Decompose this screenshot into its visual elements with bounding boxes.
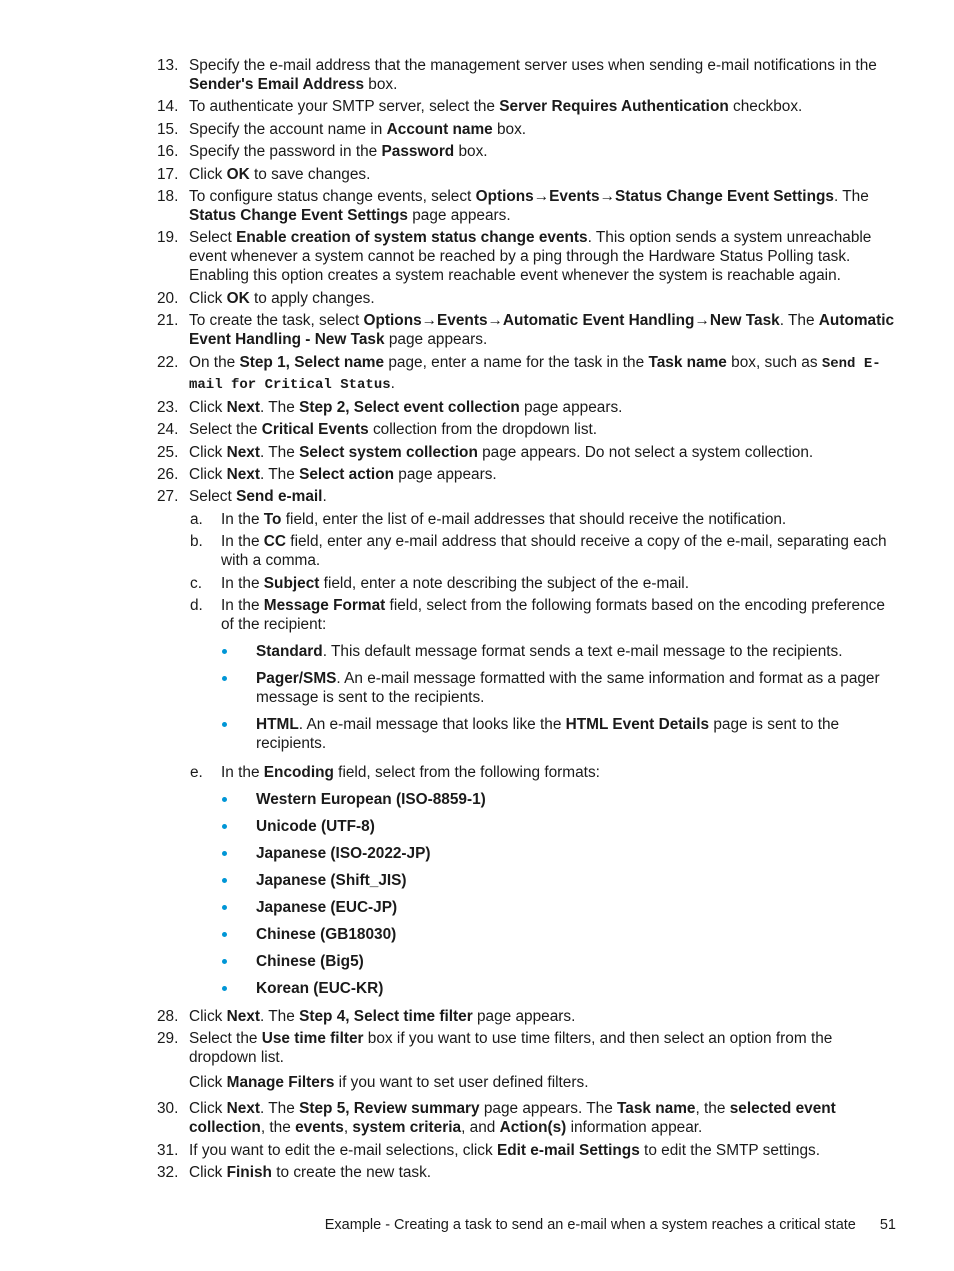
- page-content: [0, 56, 954, 1186]
- step-29-note: Click Manage Filters if you want to set user defined filters.: [189, 1074, 589, 1092]
- format-item-html: HTML. An e-mail message that looks like the HTML Event Details page is sent to the recipients.: [0, 715, 954, 753]
- encoding-item: Chinese (GB18030): [0, 925, 954, 944]
- step-32: 32. Click Finish to create the new task.: [157, 1164, 432, 1182]
- step-16: 16. Specify the password in the Password box.: [157, 143, 488, 161]
- format-item-pager: Pager/SMS. An e-mail message formatted with the same information and format as a pager message is sent to the recipients.: [0, 669, 954, 707]
- substep-c: c. In the Subject field, enter a note describing the subject of the e-mail.: [190, 574, 689, 592]
- step-19: 19. Select Enable creation of system status change events. This option sends a system unreachable event whenever a system cannot be reached by a ping through the Hardware Status Polling task. Enabling this option creates a system reachable event whenever the system is reachable again.: [157, 229, 872, 285]
- footer-title: Example - Creating a task to send an e-mail when a system reaches a critical state: [324, 1217, 856, 1233]
- encoding-item: Korean (EUC-KR): [0, 979, 954, 998]
- step-26: 26. Click Next. The Select action page appears.: [157, 466, 497, 484]
- step-21: 21. To create the task, select Options→Events→Automatic Event Handling→New Task. The Automatic Event Handling - New Task page appears.: [157, 312, 895, 349]
- bullet-icon: [222, 932, 227, 937]
- step-22: 22. On the Step 1, Select name page, enter a name for the task in the Task name box, such as Send E-mail for Critical Status.: [157, 353, 881, 393]
- bullet-icon: [222, 797, 227, 802]
- bullet-icon: [222, 722, 227, 727]
- bullet-icon: [222, 905, 227, 910]
- substep-e: e. In the Encoding field, select from the following formats:: [190, 764, 600, 782]
- step-28: 28. Click Next. The Step 4, Select time filter page appears.: [157, 1008, 576, 1026]
- step-15: 15. Specify the account name in Account name box.: [157, 120, 527, 138]
- bullet-icon: [222, 851, 227, 856]
- encoding-item: Chinese (Big5): [0, 952, 954, 971]
- bullet-icon: [222, 676, 227, 681]
- encoding-item: Unicode (UTF-8): [0, 817, 954, 836]
- step-18: 18. To configure status change events, select Options→Events→Status Change Event Settings. The Status Change Event Settings page appears.: [157, 187, 869, 224]
- encoding-item: Western European (ISO-8859-1): [0, 790, 954, 809]
- format-item-standard: Standard. This default message format sends a text e-mail message to the recipients.: [0, 642, 954, 661]
- encoding-item: Japanese (Shift_JIS): [0, 871, 954, 890]
- step-29: 29. Select the Use time filter box if you want to use time filters, and then select an option from the dropdown list.: [157, 1030, 833, 1067]
- substep-d: d. In the Message Format field, select from the following formats based on the encoding preference of the recipient:: [190, 597, 885, 634]
- step-25: 25. Click Next. The Select system collection page appears. Do not select a system collection.: [157, 443, 814, 461]
- substep-b: b. In the CC field, enter any e-mail address that should receive a copy of the e-mail, separating each with a comma.: [190, 533, 887, 570]
- step-27: 27. Select Send e-mail.: [157, 488, 327, 506]
- page-footer: [0, 1216, 896, 1234]
- encoding-item: Japanese (ISO-2022-JP): [0, 844, 954, 863]
- step-17: 17. Click OK to save changes.: [157, 165, 371, 183]
- encoding-item: Japanese (EUC-JP): [0, 898, 954, 917]
- step-20: 20. Click OK to apply changes.: [157, 289, 375, 307]
- bullet-icon: [222, 986, 227, 991]
- bullet-icon: [222, 959, 227, 964]
- substep-a: a. In the To field, enter the list of e-mail addresses that should receive the notification.: [190, 510, 787, 528]
- bullet-icon: [222, 649, 227, 654]
- step-31: 31. If you want to edit the e-mail selections, click Edit e-mail Settings to edit the SMTP settings.: [157, 1141, 820, 1159]
- bullet-icon: [222, 824, 227, 829]
- step-14: 14. To authenticate your SMTP server, select the Server Requires Authentication checkbox.: [157, 98, 803, 116]
- step-24: 24. Select the Critical Events collection from the dropdown list.: [157, 421, 598, 439]
- bullet-icon: [222, 878, 227, 883]
- step-23: 23. Click Next. The Step 2, Select event collection page appears.: [157, 398, 623, 416]
- step-30: 30. Click Next. The Step 5, Review summary page appears. The Task name, the selected event collection, the events, system criteria, and Action(s) information appear.: [157, 1100, 836, 1137]
- step-13: 13. Specify the e-mail address that the management server uses when sending e-mail notifications in the Sender's Email Address box.: [157, 57, 877, 93]
- page-number: 51: [879, 1217, 896, 1233]
